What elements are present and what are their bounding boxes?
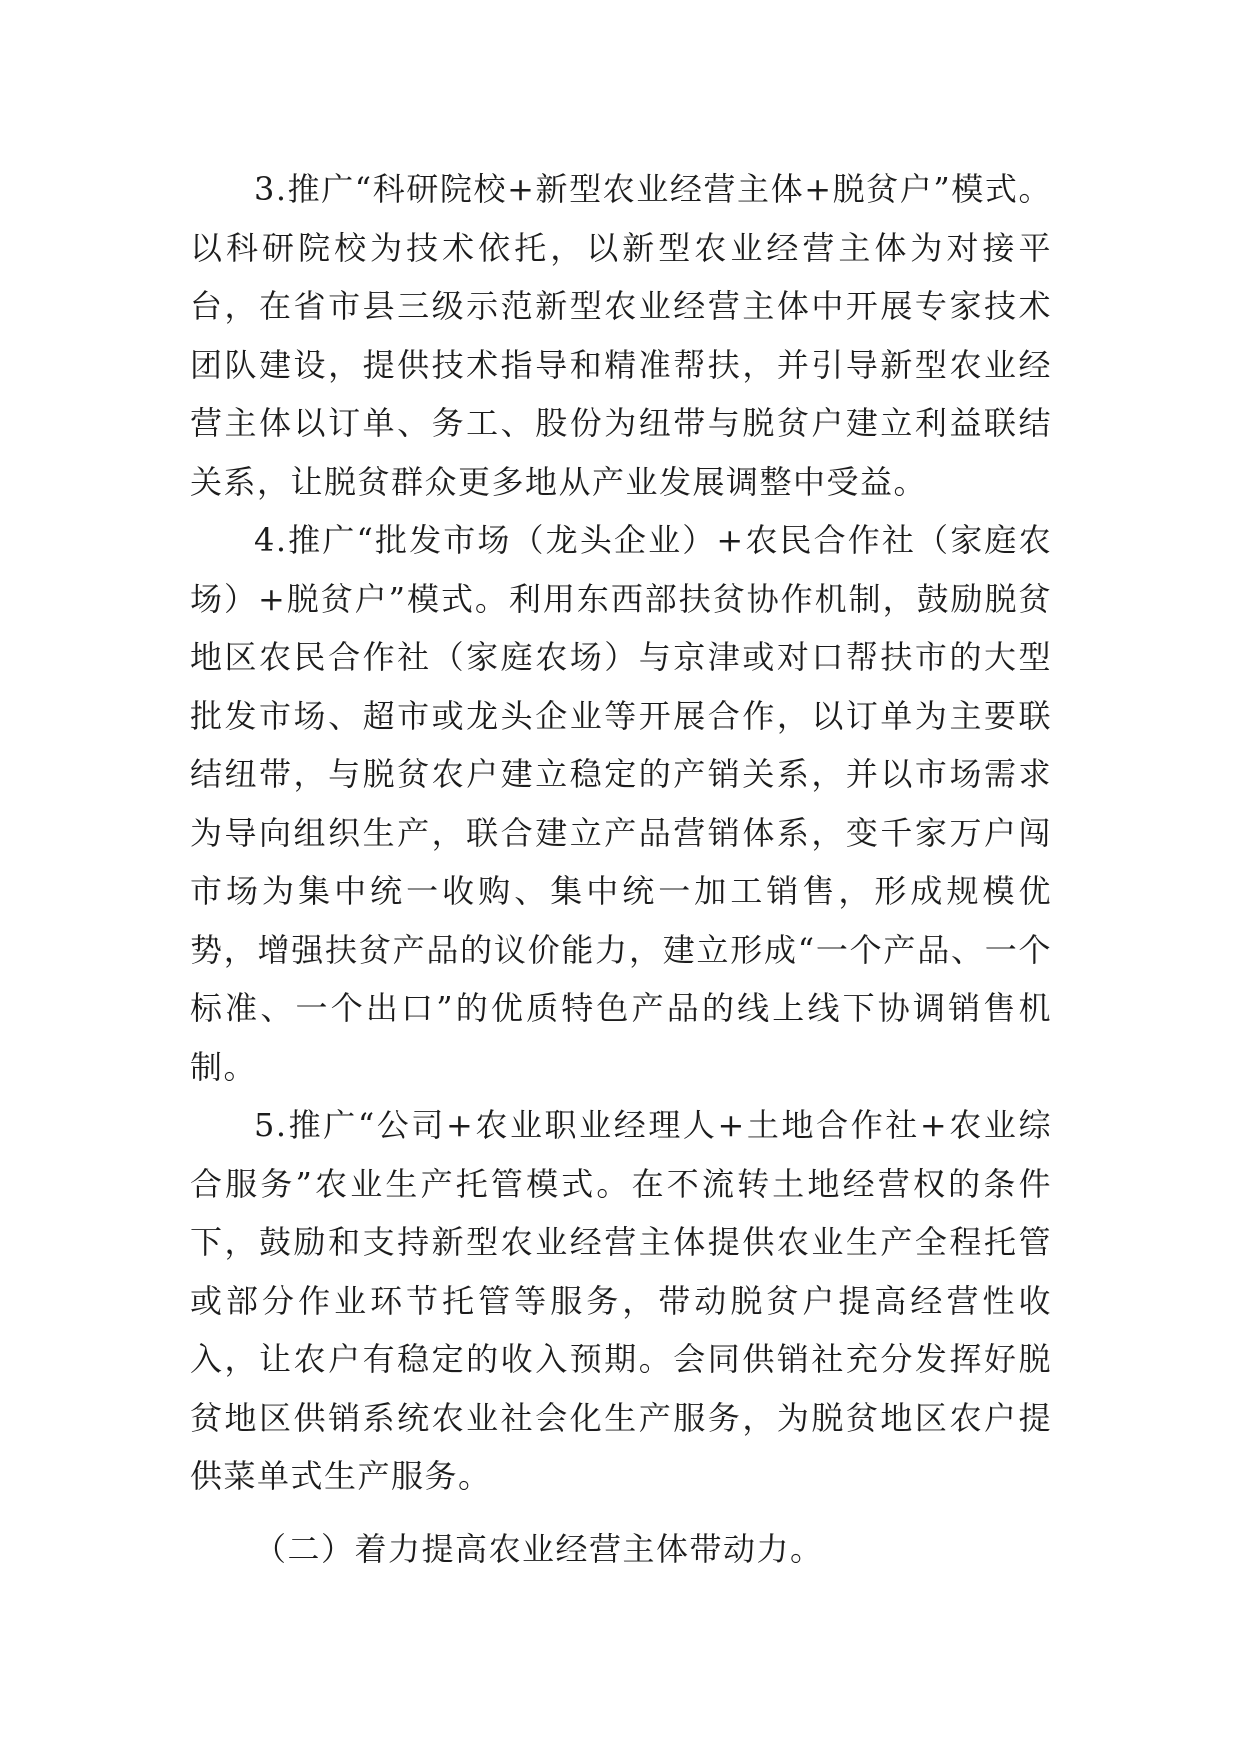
paragraph-model-4: 4.推广“批发市场（龙头企业）+农民合作社（家庭农场）+脱贫户”模式。利用东西部扶贫协作机制，鼓励脱贫地区农民合作社（家庭农场）与京津或对口帮扶市的大型批发市场、超市或龙头企业等开展合作，以订单为主要联结纽带，与脱贫农户建立稳定的产销关系，并以市场需求为导向组织生产，联合建立产品营销体系，变千家万户闯市场为集中统一收购、集中统一加工销售，形成规模优势，增强扶贫产品的议价能力，建立形成“一个产品、一个标准、一个出口”的优质特色产品的线上线下协调销售机制。 (190, 521, 1052, 1086)
body-text (190, 160, 1052, 1578)
paragraph-model-3: 3.推广“科研院校+新型农业经营主体+脱贫户”模式。以科研院校为技术依托，以新型农业经营主体为对接平台，在省市县三级示范新型农业经营主体中开展专家技术团队建设，提供技术指导和精准帮扶，并引导新型农业经营主体以订单、务工、股份为纽带与脱贫户建立利益联结关系，让脱贫群众更多地从产业发展调整中受益。 (190, 170, 1052, 501)
section-heading: （二）着力提高农业经营主体带动力。 (254, 1529, 824, 1568)
paragraph-model-5: 5.推广“公司+农业职业经理人+土地合作社+农业综合服务”农业生产托管模式。在不流转土地经营权的条件下，鼓励和支持新型农业经营主体提供农业生产全程托管或部分作业环节托管等服务，带动脱贫户提高经营性收入，让农户有稳定的收入预期。会同供销社充分发挥好脱贫地区供销系统农业社会化生产服务，为脱贫地区农户提供菜单式生产服务。 (190, 1106, 1052, 1495)
